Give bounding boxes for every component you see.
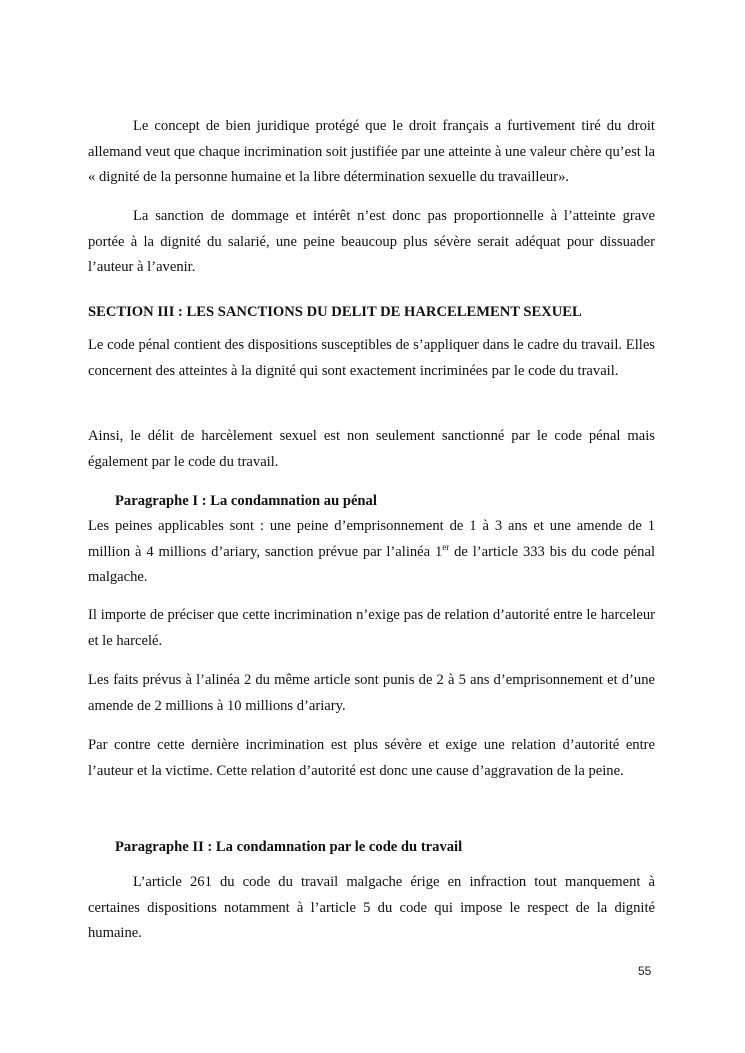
superscript-er: er — [442, 541, 450, 552]
paragraph-relation-autorite: Il importe de préciser que cette incrimination n’exige pas de relation d’autorité entre le harceleur et le harcelé. — [88, 607, 655, 649]
paragraph-ainsi: Ainsi, le délit de harcèlement sexuel est non seulement sanctionné par le code pénal mais également par le code du travail. — [88, 428, 655, 470]
page-number: 55 — [638, 964, 652, 978]
paragraph-par-contre: Par contre cette dernière incrimination est plus sévère et exige une relation d’autorité entre l’auteur et la victime. Cette relation d’autorité est donc une cause d’aggravation de la peine. — [88, 737, 655, 779]
paragraph-article-261: L’article 261 du code du travail malgache érige en infraction tout manquement à certaines dispositions notamment à l’article 5 du code qui impose le respect de la dignité humaine. — [88, 874, 655, 941]
peines-text-end: de l’article 333 bis du code pénal malgache. — [88, 543, 655, 585]
paragraph-sanction-dommage: La sanction de dommage et intérêt n’est donc pas proportionnelle à l’atteinte grave portée à la dignité du salarié, une peine beaucoup plus sévère serait adéquat pour dissuader l’auteur à l’avenir. — [88, 208, 655, 275]
paragraph-peines-applicables — [88, 514, 655, 591]
paragraph-code-penal: Le code pénal contient des dispositions susceptibles de s’appliquer dans le cadre du travail. Elles concernent des atteintes à la dignité qui sont exactement incriminées par le code du travail. — [88, 337, 655, 379]
paragraph-bien-juridique: Le concept de bien juridique protégé que le droit français a furtivement tiré du droit allemand veut que chaque incrimination soit justifiée par une atteinte à une valeur chère qu’est la « dignité de la personne humaine et la libre détermination sexuelle du travailleur». — [88, 118, 655, 185]
paragraph-alinea-2: Les faits prévus à l’alinéa 2 du même article sont punis de 2 à 5 ans d’emprisonnement et d’une amende de 2 millions à 10 millions d’ariary. — [88, 672, 655, 714]
subheading-paragraphe-1: Paragraphe I : La condamnation au pénal — [115, 493, 377, 509]
subheading-paragraphe-2: Paragraphe II : La condamnation par le code du travail — [115, 839, 463, 855]
peines-text-start: Les peines applicables sont : une peine d’emprisonnement de 1 à 3 ans et une amende de 1 million à 4 millions d’ariary, sanction prévue par l’alinéa 1 — [88, 518, 655, 560]
section-heading: SECTION III : LES SANCTIONS DU DELIT DE HARCELEMENT SEXUEL — [88, 304, 582, 320]
